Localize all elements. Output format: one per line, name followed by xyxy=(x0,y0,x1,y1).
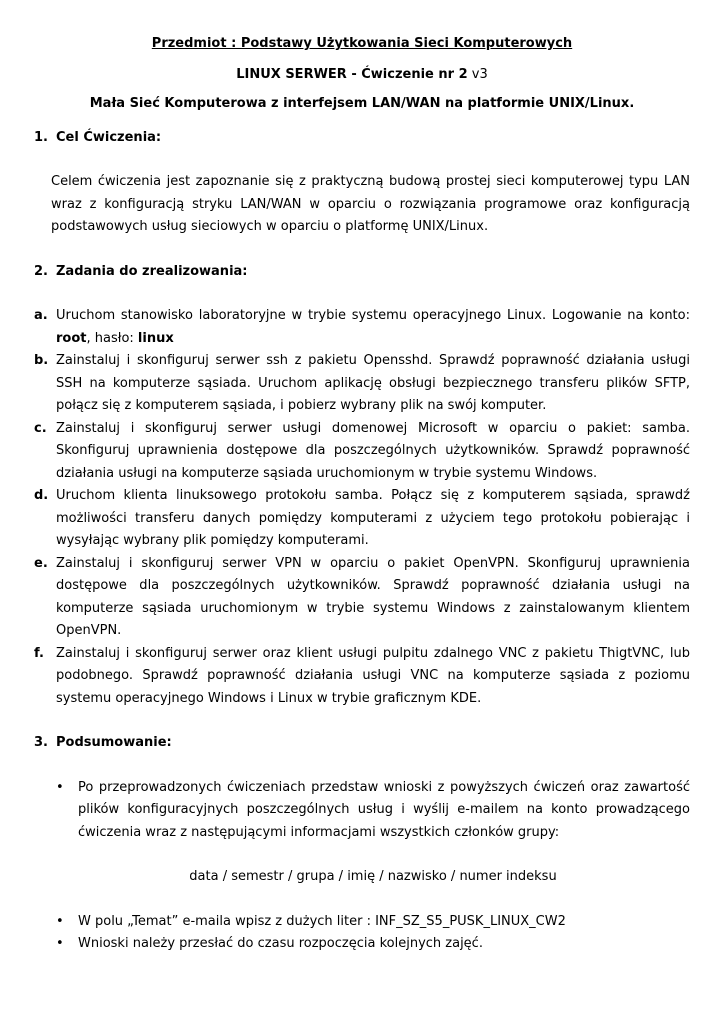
section-goal xyxy=(34,127,690,239)
section-number: 1. xyxy=(34,129,48,145)
task-label: b. xyxy=(34,353,49,368)
task-item-e xyxy=(34,553,690,643)
section-number: 3. xyxy=(34,735,48,750)
section-goal-heading xyxy=(34,127,690,150)
bullet-item xyxy=(34,933,690,956)
section-summary-heading xyxy=(34,732,690,755)
section-title: Cel Ćwiczenia: xyxy=(56,129,162,145)
task-text: Uruchom stanowisko laboratoryjne w trybie systemu operacyjnego Linux. Logowanie na konto: xyxy=(56,308,690,323)
section-title: Podsumowanie: xyxy=(56,735,172,750)
exercise-subtitle: Mała Sieć Komputerowa z interfejsem LAN/WAN na platformie UNIX/Linux. xyxy=(89,96,635,111)
section-summary xyxy=(34,732,690,956)
task-label: e. xyxy=(34,555,48,571)
task-text: Zainstaluj i skonfiguruj serwer VPN w oparciu o pakiet OpenVPN. Skonfiguruj uprawnienia dostępowe dla poszczególnych użytkowników. Sprawdź poprawność działania usługi na komputerze sąsiada uruchomionym w trybie systemu Windows z zainstalowanym klientem OpenVPN. xyxy=(56,555,690,638)
section-tasks xyxy=(34,261,690,711)
exercise-heading xyxy=(34,64,690,87)
bullet-icon: • xyxy=(56,913,64,929)
task-item-a xyxy=(34,305,690,350)
bullet-item xyxy=(34,911,690,934)
exercise-title: LINUX SERWER - Ćwiczenie nr 2 xyxy=(236,66,468,82)
bullet-text: Wnioski należy przesłać do czasu rozpoczęcia kolejnych zajęć. xyxy=(78,936,483,951)
section-number: 2. xyxy=(34,263,48,279)
bullet-text: W polu „Temat” e-maila wpisz z dużych liter : INF_SZ_S5_PUSK_LINUX_CW2 xyxy=(78,913,566,929)
task-label: d. xyxy=(34,488,49,503)
version-label: v3 xyxy=(471,66,488,82)
task-list xyxy=(34,305,690,710)
task-text: Zainstaluj i skonfiguruj serwer oraz klient usługi pulpitu zdalnego VNC z pakietu ThigtVNC, lub podobnego. Sprawdź poprawność działania usługi VNC na komputerze sąsiada z poziomu systemu operacyjnego Windows i Linux w trybie graficznym KDE. xyxy=(56,645,690,706)
bullet-icon: • xyxy=(56,936,64,951)
task-item-f xyxy=(34,643,690,711)
bullet-icon: • xyxy=(56,779,64,795)
summary-bullets xyxy=(34,777,690,956)
task-label: c. xyxy=(34,420,47,436)
task-item-d xyxy=(34,485,690,553)
login-value: root xyxy=(56,330,87,346)
task-text-mid: , hasło: xyxy=(86,330,134,346)
task-label: a. xyxy=(34,308,48,323)
password-value: linux xyxy=(137,330,174,346)
section-title: Zadania do zrealizowania: xyxy=(56,263,248,279)
task-text: Zainstaluj i skonfiguruj serwer usługi domenowej Microsoft w oparciu o pakiet: samba. Skonfiguruj uprawnienia dostępowe dla poszczególnych użytkowników. Sprawdź poprawność działania usługi na komputerze sąsiada uruchomionym w trybie systemu Windows. xyxy=(56,420,690,481)
section-tasks-heading xyxy=(34,261,690,284)
task-label: f. xyxy=(34,645,44,661)
bullet-text: Po przeprowadzonych ćwiczeniach przedstaw wnioski z powyższych ćwiczeń oraz zawartość plików konfiguracyjnych poszczególnych usług i wyślij e-mailem na konto prowadzącego ćwiczenia wraz z następującymi informacjami wszystkich członków grupy: xyxy=(78,779,690,840)
bullet-item xyxy=(34,777,690,845)
task-text: Zainstaluj i skonfiguruj serwer ssh z pakietu Opensshd. Sprawdź poprawność działania usługi SSH na komputerze sąsiada. Uruchom aplikację obsługi bezpiecznego transferu plików SFTP, połącz się z komputerem sąsiada, i pobierz wybrany plik na swój komputer. xyxy=(56,353,690,413)
required-fields-line: data / semestr / grupa / imię / nazwisko / numer indeksu xyxy=(189,869,557,884)
goal-paragraph: Celem ćwiczenia jest zapoznanie się z praktyczną budową prostej sieci komputerowej typu LAN wraz z konfiguracją stryku LAN/WAN w oparciu o rozwiązania programowe oraz konfiguracją podstawowych usług sieciowych w oparciu o platformę UNIX/Linux. xyxy=(51,174,690,234)
task-item-c xyxy=(34,418,690,486)
subject-heading: Przedmiot : Podstawy Użytkowania Sieci Komputerowych xyxy=(151,36,573,51)
task-item-b xyxy=(34,350,690,418)
task-text: Uruchom klienta linuksowego protokołu samba. Połącz się z komputerem sąsiada, sprawdź możliwości transferu danych pomiędzy komputerami z użyciem tego protokołu pobierając i wysyłając wybrany plik pomiędzy komputerami. xyxy=(56,488,690,548)
